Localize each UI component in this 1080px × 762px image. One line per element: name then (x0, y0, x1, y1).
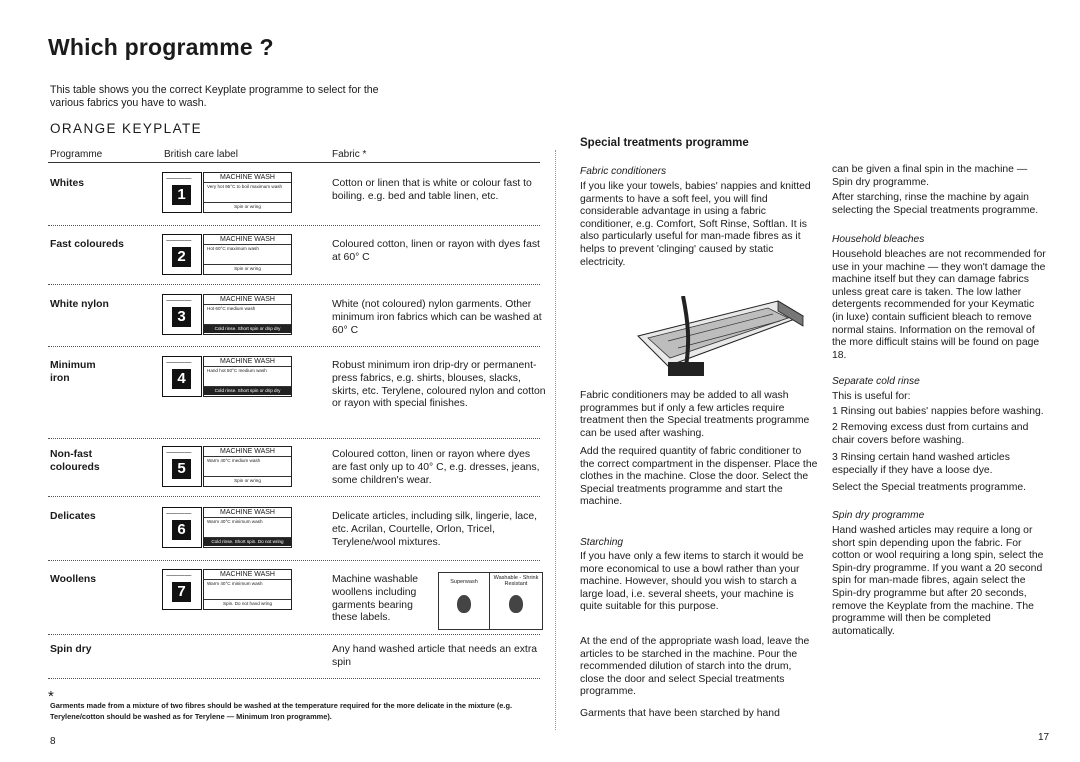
wool-mark-icon (509, 595, 523, 613)
washable-shrink-resistant-label: Washable - Shrink Resistant (489, 572, 543, 630)
row-name-spin-dry: Spin dry (50, 644, 92, 655)
fabric-non-fast-coloureds: Coloured cotton, linen or rayon where dyes are fast only up to 40° C, e.g. dresses, jeans, some children's wear. (332, 449, 540, 486)
gutter-line (555, 150, 556, 730)
separate-cold-rinse-heading: Separate cold rinse (832, 376, 920, 387)
starching-paragraph-3: Garments that have been starched by hand (580, 708, 780, 719)
row-name-non-fast-coloureds: Non-fast coloureds (50, 449, 100, 473)
care-label-1: ~~~~~~~ 1 MACHINE WASH Very hot 95°C to boil maximum wash Spin or wring (162, 172, 290, 213)
washtub-icon: ~~~~~~~ 7 (162, 569, 202, 610)
separate-cold-rinse-select: Select the Special treatments programme. (832, 482, 1027, 493)
washtub-icon: ~~~~~~~ 6 (162, 507, 202, 548)
fabric-delicates: Delicate articles, including silk, lingerie, lace, etc. Acrilan, Courtelle, Orlon, Tricel, Terylene/wool mixtures. (332, 511, 538, 548)
starching-paragraph-2: At the end of the appropriate wash load, leave the articles to be starched in the machine. Pour the recommended dilution of starch into the drum, close the door and select Special treatments programme. (580, 636, 810, 698)
row-name-whites: Whites (50, 178, 85, 189)
fabric-white-nylon: White (not coloured) nylon garments. Other minimum iron fabrics which can be washed at 60° C (332, 299, 542, 336)
household-bleaches-heading: Household bleaches (832, 234, 925, 245)
fabric-spin-dry: Any hand washed article that needs an extra spin (332, 644, 538, 668)
separate-cold-rinse-item-3: 3 Rinsing certain hand washed articles especially if they have a loose dye. (832, 452, 1010, 476)
washtub-icon: ~~~~~~~ 4 (162, 356, 202, 397)
page-number-left: 8 (50, 736, 56, 747)
care-label-7: ~~~~~~~ 7 MACHINE WASH Warm 40°C minimum wash Spin. Do not hand wring (162, 569, 290, 610)
spin-dry-continuation: can be given a final spin in the machine — Spin dry programme. (832, 164, 1028, 188)
care-label-5: ~~~~~~~ 5 MACHINE WASH Warm 40°C medium wash Spin or wring (162, 446, 290, 487)
care-label-3: ~~~~~~~ 3 MACHINE WASH Hot 60°C medium wash Cold rinse. Short spin or drip dry (162, 294, 290, 335)
superwash-label: Superwash (438, 572, 490, 630)
household-bleaches-paragraph: Household bleaches are not recommended for use in your machine — they won't damage the machine itself but they can damage fabrics unless great care is taken. The low lather detergents recommended for your Keymatic (in luxe) contain sufficient bleach to remove normal stains. Information on the removal of the more difficult stains will be found on page 18. (832, 249, 1046, 361)
column-header-fabric: Fabric * (332, 149, 367, 160)
special-treatments-title: Special treatments programme (580, 137, 749, 149)
fabric-conditioners-paragraph-1: If you like your towels, babies' nappies and knitted garments to have a soft feel, you will find considerable advantage in using a fabric conditioner, e.g. Comfort, Soft Rinse, Softlan. It is also particularly useful for man-made fibres as it helps to prevent 'clinging' caused by static electricity. (580, 181, 811, 268)
dispenser-illustration (628, 296, 808, 378)
care-label-4: ~~~~~~~ 4 MACHINE WASH Hand hot 50°C medium wash Cold rinse. Short spin or drip dry (162, 356, 290, 397)
header-rule (48, 162, 540, 163)
washtub-icon: ~~~~~~~ 2 (162, 234, 202, 275)
intro-text: This table shows you the correct Keyplate programme to select for the various fabrics you have to wash. (50, 84, 379, 109)
fabric-whites: Cotton or linen that is white or colour fast to boiling. e.g. bed and table linen, etc. (332, 178, 532, 202)
separate-cold-rinse-item-2: 2 Removing excess dust from curtains and chair covers before washing. (832, 422, 1029, 446)
starching-heading: Starching (580, 537, 624, 548)
separate-cold-rinse-intro: This is useful for: (832, 391, 911, 402)
care-label-6: ~~~~~~~ 6 MACHINE WASH Warm 40°C minimum wash Cold rinse. Short spin. Do not wring (162, 507, 290, 548)
row-name-delicates: Delicates (50, 511, 96, 522)
fabric-fast-coloureds: Coloured cotton, linen or rayon with dyes fast at 60° C (332, 239, 540, 263)
keyplate-heading: ORANGE KEYPLATE (50, 121, 203, 136)
spin-dry-programme-heading: Spin dry programme (832, 510, 925, 521)
column-header-programme: Programme (50, 149, 103, 160)
row-name-white-nylon: White nylon (50, 299, 109, 310)
fabric-conditioners-paragraph-3: Add the required quantity of fabric conditioner to the correct compartment in the dispenser. Place the clothes in the machine. Close the door. Select the Special treatments programme and start the machine. (580, 446, 818, 508)
footnote-star: * (48, 688, 54, 705)
care-label-2: ~~~~~~~ 2 MACHINE WASH Hot 60°C maximum wash Spin or wring (162, 234, 290, 275)
row-name-woollens: Woollens (50, 574, 96, 585)
row-name-minimum-iron: Minimum iron (50, 360, 96, 384)
footnote: Garments made from a mixture of two fibres should be washed at the temperature required for the more delicate in the mixture (e.g. Terylene/cotton should be washed as for Terylene — Minimum Iron programme). (50, 701, 513, 721)
washtub-icon: ~~~~~~~ 5 (162, 446, 202, 487)
page-number-right: 17 (1038, 732, 1050, 743)
row-name-fast-coloureds: Fast coloureds (50, 239, 124, 250)
washtub-icon: ~~~~~~~ 1 (162, 172, 202, 213)
column-header-care-label: British care label (164, 149, 238, 160)
rinse-paragraph: After starching, rinse the machine by again selecting the Special treatments programme. (832, 192, 1039, 216)
separate-cold-rinse-item-1: 1 Rinsing out babies' nappies before washing. (832, 406, 1044, 417)
fabric-woollens: Machine washable woollens including garments bearing these labels. (332, 574, 419, 624)
fabric-conditioners-heading: Fabric conditioners (580, 166, 667, 177)
fabric-minimum-iron: Robust minimum iron drip-dry or permanent-press fabrics, e.g. shirts, blouses, slacks, skirts, etc. Terylene, coloured nylon and cotton or rayon with special finishes. (332, 360, 546, 410)
spin-dry-programme-paragraph: Hand washed articles may require a long or short spin depending upon the fabric. For cotton or wool requiring a long spin, select the Spin-dry programme. If you want a 20 second spin for man-made fibres, again select the Spin-dry programme but after 20 seconds, remove the Keyplate from the machine. The programme will then be completed automatically. (832, 525, 1044, 637)
page-title: Which programme ? (48, 34, 274, 60)
washtub-icon: ~~~~~~~ 3 (162, 294, 202, 335)
wool-mark-icon (457, 595, 471, 613)
starching-paragraph-1: If you have only a few items to starch it would be more economical to use a bowl rather than your machine. However, should you wish to starch a large load, i.e. several sheets, your machine is quite suitable for this purpose. (580, 551, 804, 613)
fabric-conditioners-paragraph-2: Fabric conditioners may be added to all wash programmes but if only a few articles require treatment then the Special treatments programme can be used after washing. (580, 390, 810, 439)
